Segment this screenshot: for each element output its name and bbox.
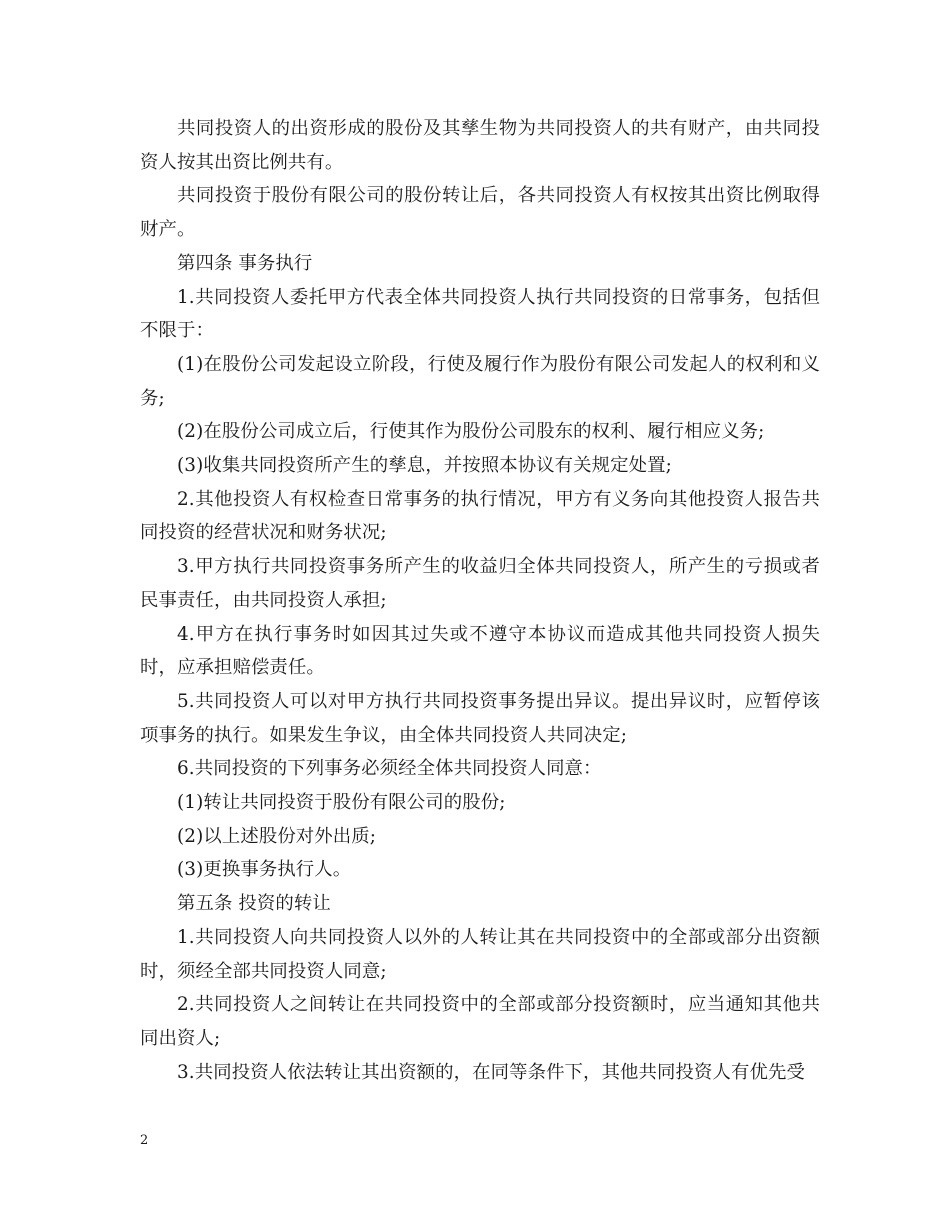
paragraph-share-transfer-rights: 共同投资于股份有限公司的股份转让后，各共同投资人有权按其出资比例取得财产。 xyxy=(140,185,820,241)
page-number: 2 xyxy=(140,1133,149,1148)
article-4-item-5: 5.共同投资人可以对甲方执行共同投资事务提出异议。提出异议时，应暂停该项事务的执行。如果发生争议，由全体共同投资人共同决定; xyxy=(140,690,820,746)
article-4-item-6: 6.共同投资的下列事务必须经全体共同投资人同意： xyxy=(177,758,602,780)
article-4-item-4: 4.甲方在执行事务时如因其过失或不遵守本协议而造成其他共同投资人损失时，应承担赔偿责任。 xyxy=(140,623,820,679)
article-4-item-1-sub-1: (1)在股份公司发起设立阶段，行使及履行作为股份有限公司发起人的权利和义务; xyxy=(140,353,820,409)
article-4-item-6-sub-3: (3)更换事务执行人。 xyxy=(177,859,352,881)
article-4-item-1-sub-3: (3)收集共同投资所产生的孳息，并按照本协议有关规定处置; xyxy=(177,455,672,477)
article-4-item-1: 1.共同投资人委托甲方代表全体共同投资人执行共同投资的日常事务，包括但不限于： xyxy=(140,286,820,342)
article-4-item-2: 2.其他投资人有权检查日常事务的执行情况，甲方有义务向其他投资人报告共同投资的经营状况和财务状况; xyxy=(140,488,820,544)
article-4-item-6-sub-1: (1)转让共同投资于股份有限公司的股份; xyxy=(177,792,506,814)
article-5-item-2: 2.共同投资人之间转让在共同投资中的全部或部分投资额时，应当通知其他共同出资人; xyxy=(140,994,820,1049)
document-body xyxy=(140,112,820,1089)
article-4-item-1-sub-2: (2)在股份公司成立后，行使其作为股份公司股东的权利、履行相应义务; xyxy=(177,421,765,443)
article-5-item-1: 1.共同投资人向共同投资人以外的人转让其在共同投资中的全部或部分出资额时，须经全部共同投资人同意; xyxy=(140,926,820,982)
article-5-item-3: 3.共同投资人依法转让其出资额的，在同等条件下，其他共同投资人有优先受 xyxy=(177,1061,805,1083)
article-4-item-3: 3.甲方执行共同投资事务所产生的收益归全体共同投资人，所产生的亏损或者民事责任，由共同投资人承担; xyxy=(140,556,820,611)
article-4-heading: 第四条 事务执行 xyxy=(177,252,313,274)
paragraph-co-owned-property: 共同投资人的出资形成的股份及其孳生物为共同投资人的共有财产，由共同投资人按其出资比例共有。 xyxy=(140,118,820,173)
article-4-item-6-sub-2: (2)以上述股份对外出质; xyxy=(177,825,377,847)
article-5-heading: 第五条 投资的转让 xyxy=(177,893,331,915)
